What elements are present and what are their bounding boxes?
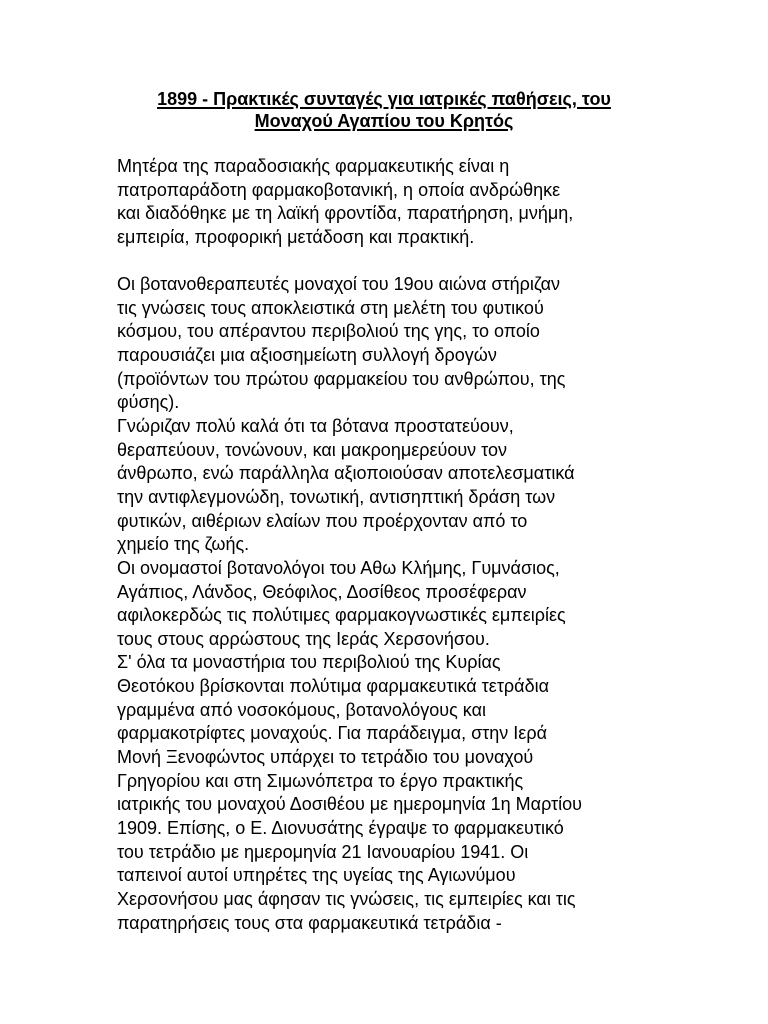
- document-body: [117, 155, 657, 935]
- text-line: (προϊόντων του πρώτου φαρμακείου του ανθρώπου, της: [117, 368, 566, 389]
- text-line: Χερσονήσου μας άφησαν τις γνώσεις, τις εμπειρίες και τις: [117, 888, 576, 909]
- text-line: φαρμακοτρίφτες μοναχούς. Για παράδειγμα, στην Ιερά: [117, 723, 547, 744]
- text-line: Θεοτόκου βρίσκονται πολύτιμα φαρμακευτικά τετράδια: [117, 676, 549, 697]
- text-line: Μονή Ξενοφώντος υπάρχει το τετράδιο του μοναχού: [117, 747, 534, 768]
- text-line: ιατρικής του μοναχού Δοσιθέου με ημερομηνία 1η Μαρτίου: [117, 794, 583, 815]
- text-line: την αντιφλεγμονώδη, τονωτική, αντισηπτική δράση των: [117, 486, 556, 507]
- text-line: θεραπεύουν, τονώνουν, και μακροημερεύουν τον: [117, 439, 508, 460]
- text-line: φυτικών, αιθέριων ελαίων που προέρχονταν από το: [117, 510, 528, 531]
- text-line: Οι ονομαστοί βοτανολόγοι του Αθω Κλήμης, Γυμνάσιος,: [117, 557, 560, 578]
- text-line: ταπεινοί αυτοί υπηρέτες της υγείας της Αγιωνύμου: [117, 865, 516, 886]
- text-line: αφιλοκερδώς τις πολύτιμες φαρμακογνωστικές εμπειρίες: [117, 605, 566, 626]
- title-line: 1899 - Πρακτικές συνταγές για ιατρικές παθήσεις, του: [157, 89, 611, 109]
- document-title: [100, 88, 668, 132]
- text-line: τις γνώσεις τους αποκλειστικά στη μελέτη του φυτικού: [117, 297, 544, 318]
- paragraph-2: [117, 273, 657, 935]
- paragraph-spacer: [117, 250, 657, 274]
- text-line: πατροπαράδοτη φαρμακοβοτανική, η οποία ανδρώθηκε: [117, 179, 561, 200]
- text-line: γραμμένα από νοσοκόμους, βοτανολόγους και: [117, 699, 486, 720]
- text-line: τους στους αρρώστους της Ιεράς Χερσονήσου.: [117, 628, 490, 649]
- text-line: του τετράδιο με ημερομηνία 21 Ιανουαρίου 1941. Οι: [117, 841, 529, 862]
- text-line: Οι βοτανοθεραπευτές μοναχοί του 19ου αιώνα στήριζαν: [117, 274, 560, 295]
- text-line: παρατηρήσεις τους στα φαρμακευτικά τετράδια -: [117, 912, 502, 933]
- text-line: άνθρωπο, ενώ παράλληλα αξιοποιούσαν αποτελεσματικά: [117, 463, 575, 484]
- text-line: Μητέρα της παραδοσιακής φαρμακευτικής είναι η: [117, 156, 510, 176]
- text-line: φύσης).: [117, 392, 180, 413]
- paragraph-1: [117, 155, 657, 250]
- text-line: Γνώριζαν πολύ καλά ότι τα βότανα προστατεύουν,: [117, 416, 514, 437]
- text-line: χημείο της ζωής.: [117, 534, 250, 555]
- text-line: κόσμου, του απέραντου περιβολιού της γης, το οποίο: [117, 321, 540, 342]
- text-line: εμπειρία, προφορική μετάδοση και πρακτική.: [117, 226, 475, 247]
- text-line: παρουσιάζει μια αξιοσημείωτη συλλογή δρογών: [117, 345, 497, 366]
- text-line: Γρηγορίου και στη Σιμωνόπετρα το έργο πρακτικής: [117, 770, 524, 791]
- text-line: Αγάπιος, Λάνδος, Θεόφιλος, Δοσίθεος προσέφεραν: [117, 581, 527, 602]
- text-line: Σ' όλα τα μοναστήρια του περιβολιού της Κυρίας: [117, 652, 501, 673]
- text-line: και διαδόθηκε με τη λαϊκή φροντίδα, παρατήρηση, μνήμη,: [117, 203, 574, 224]
- text-line: 1909. Επίσης, ο Ε. Διονυσάτης έγραψε το φαρμακευτικό: [117, 817, 564, 838]
- title-line: Μοναχού Αγαπίου του Κρητός: [254, 111, 514, 131]
